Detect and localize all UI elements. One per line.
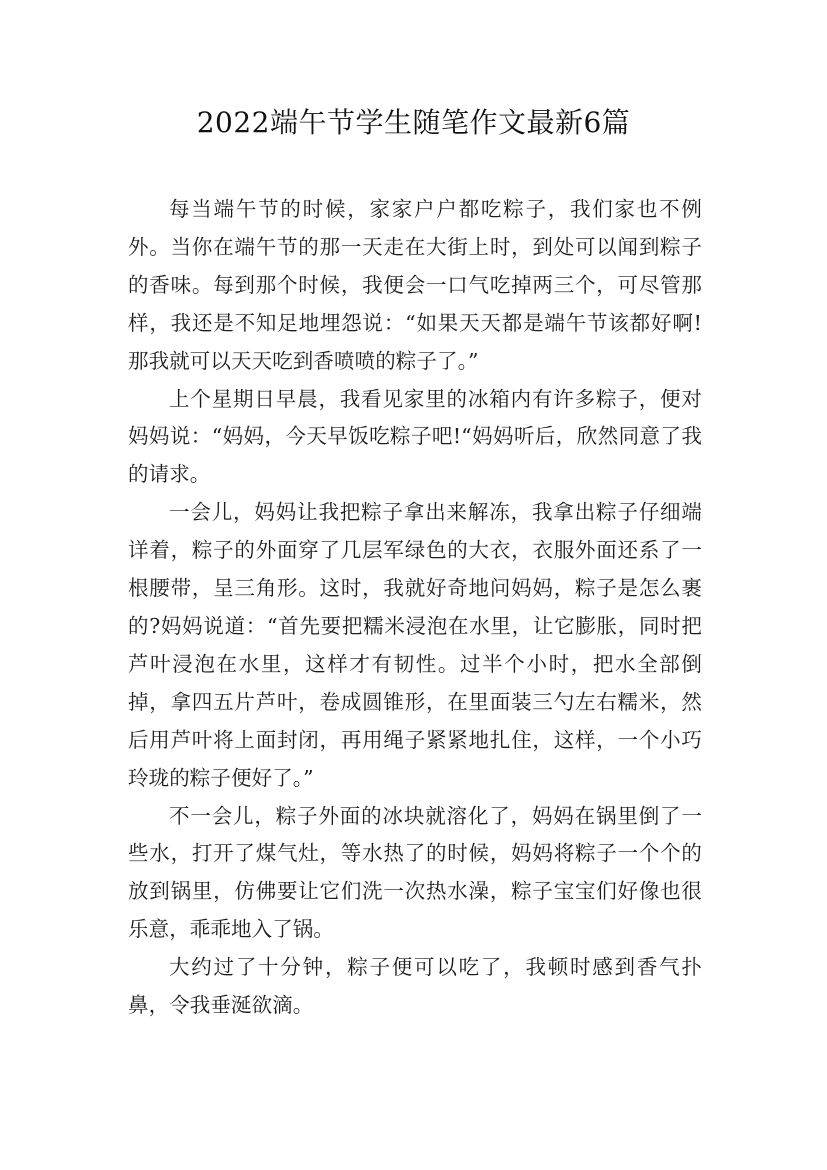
- paragraph-1: 每当端午节的时候，家家户户都吃粽子，我们家也不例外。当你在端午节的那一天走在大街上时，到处可以闻到粽子的香味。每到那个时候，我便会一口气吃掉两三个，可尽管那样，我还是不知足地埋怨说：“如果天天都是端午节该都好啊!那我就可以天天吃到香喷喷的粽子了。”: [128, 197, 702, 373]
- paragraph-3: 一会儿，妈妈让我把粽子拿出来解冻，我拿出粽子仔细端详着，粽子的外面穿了几层军绿色的大衣，衣服外面还系了一根腰带，呈三角形。这时，我就好奇地问妈妈，粽子是怎么裹的?妈妈说道：“首先要把糯米浸泡在水里，让它膨胀，同时把芦叶浸泡在水里，这样才有韧性。过半个小时，把水全部倒掉，拿四五片芦叶，卷成圆锥形，在里面装三勺左右糯米，然后用芦叶将上面封闭，再用绳子紧紧地扎住，这样，一个小巧玲珑的粽子便好了。”: [128, 500, 702, 790]
- paragraph-5: 大约过了十分钟，粽子便可以吃了，我顿时感到香气扑鼻，令我垂涎欲滴。: [128, 955, 702, 1018]
- document-body: [128, 191, 702, 1025]
- paragraph-4: 不一会儿，粽子外面的冰块就溶化了，妈妈在锅里倒了一些水，打开了煤气灶，等水热了的时候，妈妈将粽子一个个的放到锅里，仿佛要让它们洗一次热水澡，粽子宝宝们好像也很乐意，乖乖地入了锅。: [128, 803, 702, 942]
- paragraph-2: 上个星期日早晨，我看见家里的冰箱内有许多粽子，便对妈妈说：“妈妈，今天早饭吃粽子吧!“妈妈听后，欣然同意了我的请求。: [128, 386, 702, 487]
- document-title: 2022端午节学生随笔作文最新6篇: [196, 106, 631, 139]
